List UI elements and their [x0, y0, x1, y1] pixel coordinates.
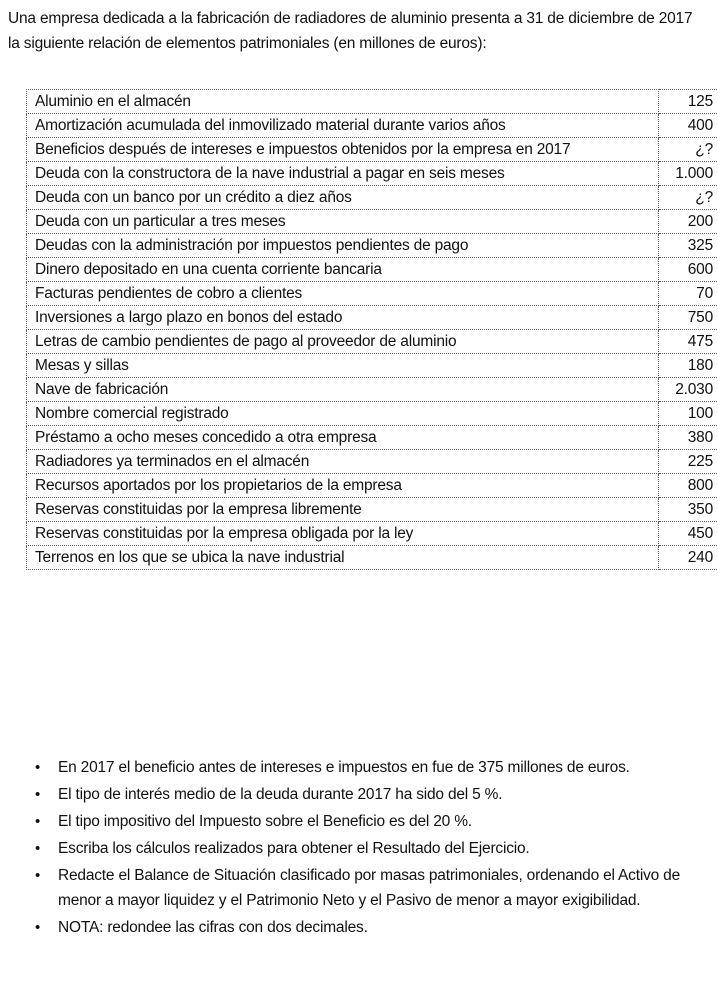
row-value: 2.030	[659, 378, 718, 402]
table-row	[27, 450, 718, 474]
table-row	[27, 546, 718, 570]
instruction-text: NOTA: redondee las cifras con dos decimales.	[58, 919, 368, 936]
row-concept: Recursos aportados por los propietarios de la empresa	[27, 474, 659, 498]
bullet-icon: •	[35, 840, 41, 857]
instruction-item	[0, 809, 718, 834]
row-concept: Deudas con la administración por impuestos pendientes de pago	[27, 234, 659, 258]
row-concept: Facturas pendientes de cobro a clientes	[27, 282, 659, 306]
bullet-icon: •	[35, 919, 41, 936]
instruction-text: El tipo impositivo del Impuesto sobre el Beneficio es del 20 %.	[58, 813, 472, 830]
table-row	[27, 90, 718, 114]
row-concept: Deuda con un banco por un crédito a diez años	[27, 186, 659, 210]
instruction-text-continued: menor a mayor liquidez y el Patrimonio Neto y el Pasivo de menor a mayor exigibilidad.	[58, 892, 641, 909]
table-row	[27, 138, 718, 162]
row-value: 200	[659, 210, 718, 234]
instructions-list	[0, 755, 718, 942]
instruction-item	[0, 755, 718, 780]
instruction-text: Escriba los cálculos realizados para obtener el Resultado del Ejercicio.	[58, 840, 530, 857]
instruction-text: El tipo de interés medio de la deuda durante 2017 ha sido del 5 %.	[58, 786, 503, 803]
table-row	[27, 234, 718, 258]
bullet-icon: •	[35, 813, 41, 830]
row-value: 325	[659, 234, 718, 258]
row-value: 70	[659, 282, 718, 306]
instruction-item	[0, 782, 718, 807]
table-row	[27, 522, 718, 546]
row-concept: Nombre comercial registrado	[27, 402, 659, 426]
intro-line-2: la siguiente relación de elementos patrimoniales (en millones de euros):	[8, 35, 487, 52]
table-row	[27, 162, 718, 186]
table-row	[27, 330, 718, 354]
table-row	[27, 282, 718, 306]
row-concept: Terrenos en los que se ubica la nave industrial	[27, 546, 659, 570]
table-row	[27, 426, 718, 450]
row-concept: Préstamo a ocho meses concedido a otra empresa	[27, 426, 659, 450]
row-value: 475	[659, 330, 718, 354]
table-row	[27, 402, 718, 426]
instruction-text: Redacte el Balance de Situación clasificado por masas patrimoniales, ordenando el Activo de	[58, 867, 680, 884]
table-row	[27, 186, 718, 210]
row-value: 225	[659, 450, 718, 474]
row-value: 750	[659, 306, 718, 330]
table-row	[27, 210, 718, 234]
row-value: 350	[659, 498, 718, 522]
row-concept: Inversiones a largo plazo en bonos del estado	[27, 306, 659, 330]
row-value: 600	[659, 258, 718, 282]
table-row	[27, 114, 718, 138]
row-value: 380	[659, 426, 718, 450]
row-value: 400	[659, 114, 718, 138]
instruction-item	[0, 863, 718, 913]
row-concept: Nave de fabricación	[27, 378, 659, 402]
table-row	[27, 498, 718, 522]
intro-line-1: Una empresa dedicada a la fabricación de radiadores de aluminio presenta a 31 de diciembre de 2017	[8, 10, 693, 27]
row-value: 800	[659, 474, 718, 498]
row-concept: Reservas constituidas por la empresa obligada por la ley	[27, 522, 659, 546]
row-value: 450	[659, 522, 718, 546]
row-value: ¿?	[659, 138, 718, 162]
bullet-icon: •	[35, 759, 41, 776]
row-concept: Radiadores ya terminados en el almacén	[27, 450, 659, 474]
row-value: 240	[659, 546, 718, 570]
row-concept: Reservas constituidas por la empresa libremente	[27, 498, 659, 522]
row-value: 125	[659, 90, 718, 114]
table-row	[27, 378, 718, 402]
bullet-icon: •	[35, 786, 41, 803]
patrimonial-elements-table	[26, 89, 713, 570]
row-concept: Deuda con la constructora de la nave industrial a pagar en seis meses	[27, 162, 659, 186]
instruction-item	[0, 836, 718, 861]
row-concept: Aluminio en el almacén	[27, 90, 659, 114]
intro-paragraph	[8, 6, 716, 56]
table-row	[27, 306, 718, 330]
row-value: 180	[659, 354, 718, 378]
row-concept: Mesas y sillas	[27, 354, 659, 378]
table-body	[27, 90, 718, 570]
row-concept: Beneficios después de intereses e impuestos obtenidos por la empresa en 2017	[27, 138, 659, 162]
row-concept: Dinero depositado en una cuenta corriente bancaria	[27, 258, 659, 282]
table-row	[27, 474, 718, 498]
row-concept: Letras de cambio pendientes de pago al proveedor de aluminio	[27, 330, 659, 354]
row-value: ¿?	[659, 186, 718, 210]
row-value: 100	[659, 402, 718, 426]
row-concept: Amortización acumulada del inmovilizado material durante varios años	[27, 114, 659, 138]
row-concept: Deuda con un particular a tres meses	[27, 210, 659, 234]
table-row	[27, 354, 718, 378]
bullet-icon: •	[35, 867, 41, 884]
instruction-text: En 2017 el beneficio antes de intereses e impuestos en fue de 375 millones de euros.	[58, 759, 630, 776]
instruction-item	[0, 915, 718, 940]
table-row	[27, 258, 718, 282]
row-value: 1.000	[659, 162, 718, 186]
